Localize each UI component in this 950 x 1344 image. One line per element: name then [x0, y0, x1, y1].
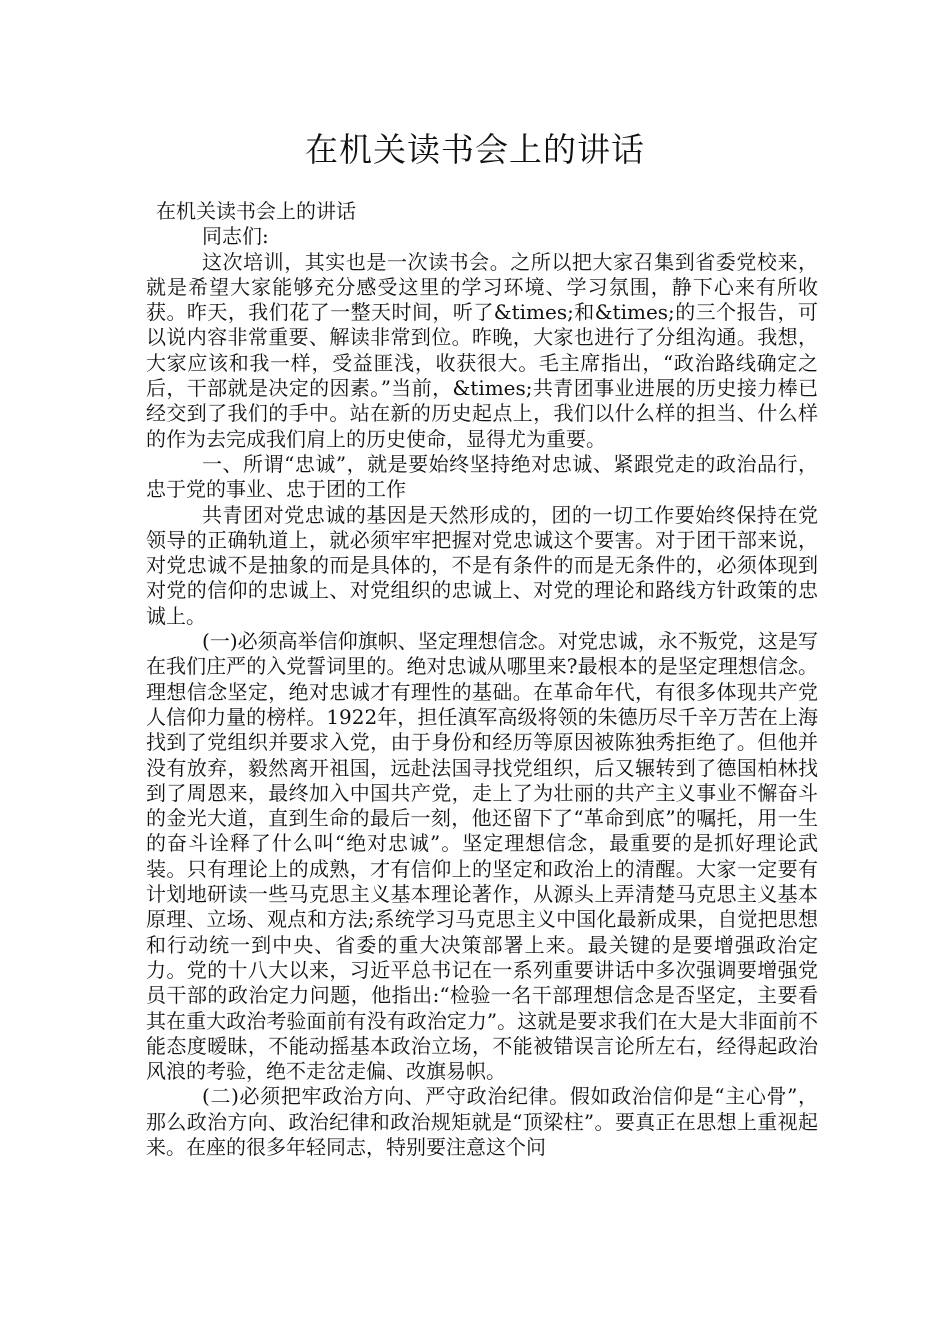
document-body	[146, 199, 818, 1160]
paragraph-point-two: (二)必须把牢政治方向、严守政治纪律。假如政治信仰是“主心骨”，那么政治方向、政治纪律和政治规矩就是“顶梁柱”。要真正在思想上重视起来。在座的很多年轻同志，特别要注意这个问	[146, 1084, 818, 1159]
salutation: 同志们:	[202, 224, 269, 249]
document-subtitle: 在机关读书会上的讲话	[156, 199, 356, 223]
section-heading-loyalty: 一、所谓“忠诚”，就是要始终坚持绝对忠诚、紧跟党走的政治品行，忠于党的事业、忠于团的工作	[146, 451, 818, 502]
paragraph-point-one: (一)必须高举信仰旗帜、坚定理想信念。对党忠诚，永不叛党，这是写在我们庄严的入党誓词里的。绝对忠诚从哪里来?最根本的是坚定理想信念。理想信念坚定，绝对忠诚才有理性的基础。在革命年代，有很多体现共产党人信仰力量的榜样。1922年，担任滇军高级将领的朱德历尽千辛万苦在上海找到了党组织并要求入党，由于身份和经历等原因被陈独秀拒绝了。但他并没有放弃，毅然离开祖国，远赴法国寻找党组织，后又辗转到了德国柏林找到了周恩来，最终加入中国共产党，走上了为壮丽的共产主义事业不懈奋斗的金光大道，直到生命的最后一刻，他还留下了“革命到底”的嘱托，用一生的奋斗诠释了什么叫“绝对忠诚”。坚定理想信念，最重要的是抓好理论武装。只有理论上的成熟，才有信仰上的坚定和政治上的清醒。大家一定要有计划地研读一些马克思主义基本理论著作，从源头上弄清楚马克思主义基本原理、立场、观点和方法;系统学习马克思主义中国化最新成果，自觉把思想和行动统一到中央、省委的重大决策部署上来。最关键的是要增强政治定力。党的十八大以来，习近平总书记在一系列重要讲话中多次强调要增强党员干部的政治定力问题，他指出:“检验一名干部理想信念是否坚定，主要看其在重大政治考验面前有没有政治定力”。这就是要求我们在大是大非面前不能态度暧昧，不能动摇基本政治立场，不能被错误言论所左右，经得起政治风浪的考验，绝不走岔走偏、改旗易帜。	[146, 629, 818, 1084]
paragraph-loyalty: 共青团对党忠诚的基因是天然形成的，团的一切工作要始终保持在党领导的正确轨道上，就必须牢牢把握对党忠诚这个要害。对于团干部来说，对党忠诚不是抽象的而是具体的，不是有条件的而是无条件的，必须体现到对党的信仰的忠诚上、对党组织的忠诚上、对党的理论和路线方针政策的忠诚上。	[146, 502, 818, 628]
document-title: 在机关读书会上的讲话	[305, 130, 645, 169]
paragraph-intro: 这次培训，其实也是一次读书会。之所以把大家召集到省委党校来，就是希望大家能够充分感受这里的学习环境、学习氛围，静下心来有所收获。昨天，我们花了一整天时间，听了&times;和&times;的三个报告，可以说内容非常重要、解读非常到位。昨晚，大家也进行了分组沟通。我想，大家应该和我一样，受益匪浅，收获很大。毛主席指出，“政治路线确定之后，干部就是决定的因素。”当前，&times;共青团事业进展的历史接力棒已经交到了我们的手中。站在新的历史起点上，我们以什么样的担当、什么样的作为去完成我们肩上的历史使命，显得尤为重要。	[146, 249, 818, 451]
